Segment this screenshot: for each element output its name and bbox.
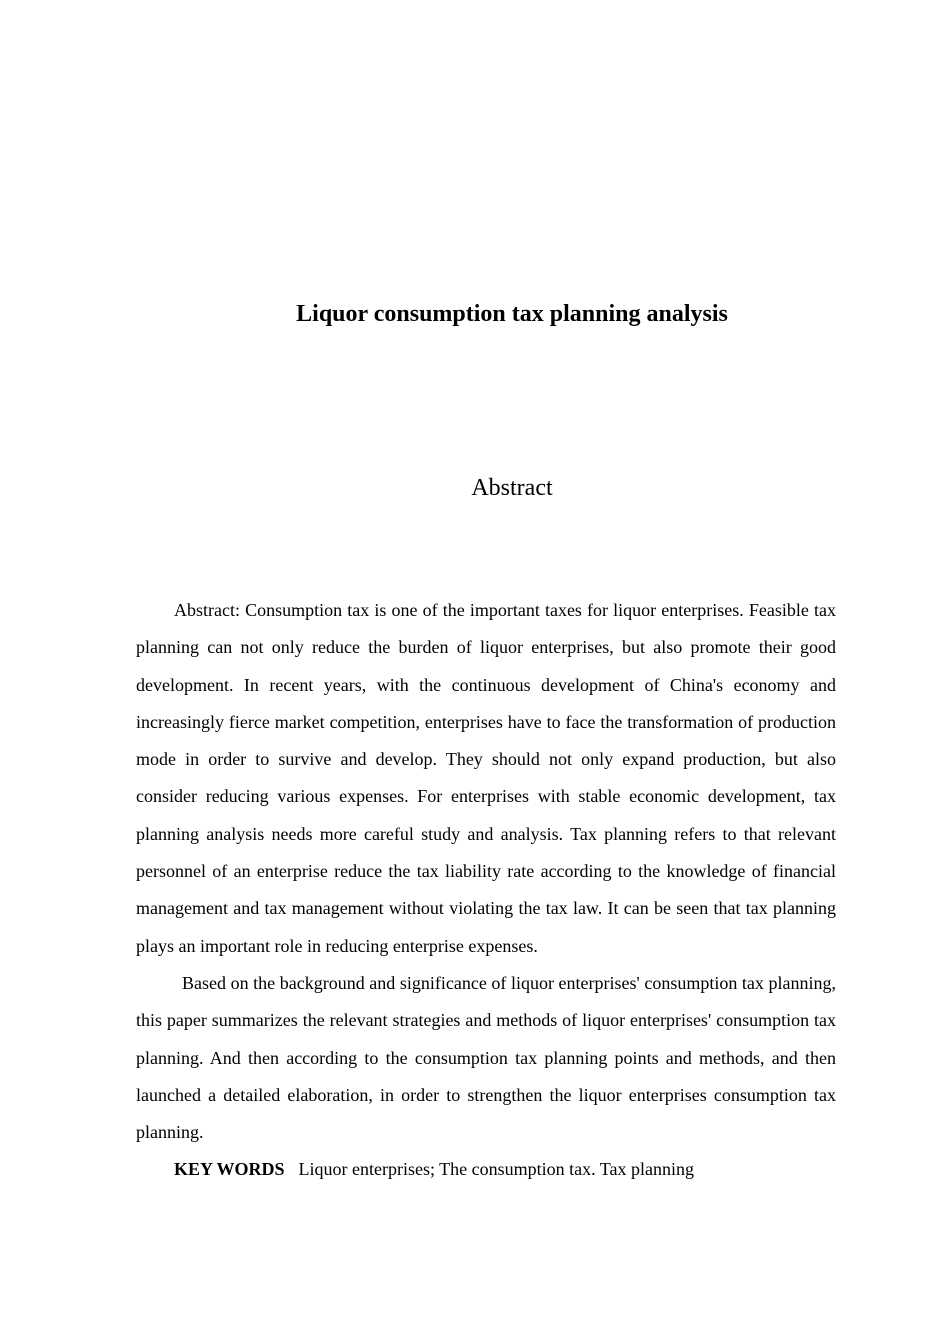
abstract-paragraph-1: Abstract: Consumption tax is one of the important taxes for liquor enterprises. Feasible tax planning can not only reduce the burden of liquor enterprises, but also promote their good development. In recent years, with the continuous development of China's economy and increasingly fierce market competition, enterprises have to face the transformation of production mode in order to survive and develop. They should not only expand production, but also consider reducing various expenses. For enterprises with stable economic development, tax planning analysis needs more careful study and analysis. Tax planning refers to that relevant personnel of an enterprise reduce the tax liability rate according to the knowledge of financial management and tax management without violating the tax law. It can be seen that tax planning plays an important role in reducing enterprise expenses. [136, 600, 836, 956]
keywords-text: Liquor enterprises; The consumption tax. Tax planning [298, 1159, 695, 1180]
abstract-body [136, 592, 836, 1189]
abstract-paragraph-2: Based on the background and significance of liquor enterprises' consumption tax planning, this paper summarizes the relevant strategies and methods of liquor enterprises' consumption tax planning. And then according to the consumption tax planning points and methods, and then launched a detailed elaboration, in order to strengthen the liquor enterprises consumption tax planning. [136, 972, 836, 1143]
document-title: Liquor consumption tax planning analysis [296, 301, 728, 327]
keywords-label: KEY WORDS [174, 1159, 285, 1180]
abstract-heading: Abstract [471, 475, 553, 501]
keywords-line [136, 1151, 836, 1188]
